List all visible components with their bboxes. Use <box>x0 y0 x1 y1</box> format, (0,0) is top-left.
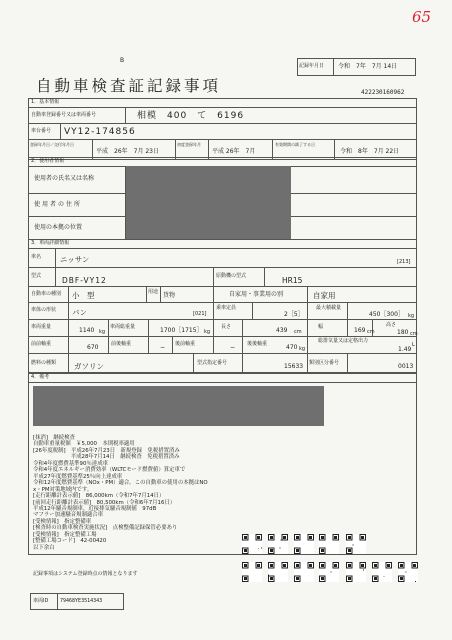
handwritten-page-number: 65 <box>412 8 432 26</box>
engine-label: 原動機の型式 <box>216 273 247 279</box>
type-label: 型式 <box>31 273 42 279</box>
qr-code <box>294 534 314 554</box>
memo-line: [受検情報] 指定整備工場 <box>33 531 97 538</box>
model-number: 15633 <box>284 363 304 370</box>
record-date-label: 記録年月日 <box>299 63 325 69</box>
qr-code <box>372 562 392 582</box>
height-label: 高さ <box>386 322 397 328</box>
notes-memo <box>33 435 208 551</box>
memo-line: 平成28年7月14日 継続検査 免税措置済み <box>33 454 180 461</box>
max-load-unit: kg <box>408 313 415 319</box>
model-no-label: 型式指定番号 <box>197 360 228 366</box>
user-address-label: 使用者の住所 <box>34 201 83 208</box>
memo-line: x・PM対策地域内です。 <box>33 486 93 493</box>
rear-axle: 470 <box>286 344 298 351</box>
vehicle-type: DBF-VY12 <box>62 276 107 285</box>
maker: ニッサン <box>60 255 90 264</box>
maker-label: 車名 <box>31 254 42 260</box>
width: 169 <box>354 327 366 334</box>
memo-line: 令和4年度燃費基準90％達成車 <box>33 460 108 467</box>
vehicle-id: 79468YE3514343 <box>60 598 103 604</box>
shape-code: [021] <box>193 311 207 317</box>
section1-heading: 1．基本情報 <box>31 99 60 105</box>
weight-label: 車両重量 <box>31 324 52 330</box>
gross-weight: 1700［1715］ <box>160 327 203 334</box>
use-label: 用途 <box>148 289 159 295</box>
expiry-label: 有効期間の満了する日 <box>275 142 315 147</box>
memo-line: [26年度税制] 平成26年7月23日 新規登録 免税措置済み <box>33 447 180 454</box>
chassis-number: VY12-174856 <box>64 127 136 137</box>
memo-line: [抹消] 継続検査 <box>33 435 75 441</box>
memo-line: 平成12年騒音規制車，近接排気騒音規制値 97dB <box>33 505 157 512</box>
page-title: 自動車検査証記録事項 <box>36 77 222 95</box>
height: 180 <box>397 329 409 336</box>
memo-line: 令和12年度燃費基準（NOx・PM）適合。この自動車の使用の本拠はNO <box>33 480 208 487</box>
qr-code <box>398 562 418 582</box>
maker-code: [213] <box>397 259 411 265</box>
max-load: 450［300］ <box>369 311 404 318</box>
displacement-unit: L <box>412 342 415 348</box>
memo-line: [走行距離計表示値] 86,000km（令和7年7月14日） <box>33 493 165 500</box>
capacity: 2［5］ <box>284 311 304 318</box>
form-marker: B <box>120 57 125 64</box>
memo-line: [前回走行距離計表示値] 80,500km（令和6年7月16日） <box>33 499 176 506</box>
memo-line: [整備工場コード] 42-00420 <box>33 538 107 545</box>
displacement: 1.49 <box>398 346 412 353</box>
memo-line: 平成27年度燃費基準25％向上達成車 <box>33 473 123 480</box>
max-load-label: 最大積載量 <box>316 305 342 311</box>
qr-code <box>319 534 339 554</box>
vehicle-use: 貨物 <box>163 292 176 299</box>
length-unit: cm <box>294 329 302 335</box>
memo-line: 自動車重量税額 ￥5,000 本則税率適用 <box>33 441 135 448</box>
memo-line: 令和4年度エネルギー消費効率（WLTCモード燃費値）算定車で <box>33 467 186 474</box>
rear-axle-label: 後後軸重 <box>247 341 268 347</box>
purpose-label: 自家用・事業用の別 <box>229 291 284 298</box>
body-shape: バン <box>72 308 87 317</box>
first-reg-label: 登録年月日／交付年月日 <box>30 142 74 147</box>
qr-code <box>294 562 314 582</box>
qr-code <box>242 534 262 554</box>
gross-label: 車両総重量 <box>110 324 136 330</box>
reg-no: 相模 400 て 6196 <box>137 111 245 121</box>
kind-label: 自動車の種別 <box>31 291 62 297</box>
front-front-axle-label: 前前軸重 <box>31 341 52 347</box>
document-number: 422230160962 <box>361 89 405 96</box>
class-number: 0013 <box>398 363 414 370</box>
weight-unit: kg <box>99 329 106 335</box>
qr-code <box>346 562 366 582</box>
memo-line: [受検情報] 指定整備車 <box>33 518 92 525</box>
memo-line: マフラー加速騒音規制適合車 <box>33 512 104 519</box>
width-unit: cm <box>367 329 375 335</box>
vehicle-kind: 小 型 <box>72 291 95 300</box>
user-base-label: 使用の本拠の位置 <box>34 224 83 231</box>
gross-unit: kg <box>204 329 211 335</box>
qr-code <box>242 562 262 582</box>
record-date: 令和 7年 7月 14日 <box>338 63 398 70</box>
section2-heading: 2．使用者情報 <box>31 158 65 164</box>
length: 439 <box>276 327 288 334</box>
first-year: 平成 26年 7月 <box>212 148 256 155</box>
length-label: 長さ <box>221 324 232 330</box>
height-unit: cm <box>410 331 418 337</box>
purpose: 自家用 <box>313 291 336 300</box>
user-name-label: 使用者の氏名又は名称 <box>34 175 95 182</box>
first-reg-date: 平成 26年 7月 23日 <box>96 148 159 155</box>
memo-line: 以下余白 <box>33 544 55 551</box>
fuel-label: 燃料の種類 <box>31 360 57 366</box>
front-front-axle: 670 <box>87 344 99 351</box>
shape-label: 車体の形状 <box>31 307 57 313</box>
rear-front-axle-label: 後前軸重 <box>175 341 196 347</box>
fuel-type: ガソリン <box>74 362 104 371</box>
qr-code <box>268 534 288 554</box>
redacted-note <box>33 386 324 426</box>
front-axle: − <box>160 344 166 351</box>
qr-code <box>268 562 288 582</box>
vehicle-weight: 1140 <box>79 327 95 334</box>
redacted-user-info <box>126 166 291 239</box>
front-axle-label: 前後軸重 <box>111 341 132 347</box>
expiry-date: 令和 8年 7月 22日 <box>340 148 400 155</box>
displacement-label: 総排気量又は定格出力 <box>318 338 369 344</box>
chassis-label: 車台番号 <box>31 128 52 134</box>
class-no-label: 類別区分番号 <box>309 360 340 366</box>
first-year-label: 初度登録年月 <box>177 142 201 147</box>
engine-type: HR15 <box>282 276 303 285</box>
footer-note: 記録事項はシステム登録時点の情報となります <box>33 571 138 577</box>
rear-axle-unit: kg <box>299 346 306 352</box>
rear-front-axle: − <box>230 344 236 351</box>
width-label: 幅 <box>318 324 324 330</box>
section4-heading: 4．備考 <box>31 374 50 380</box>
capacity-label: 乗車定員 <box>216 305 237 311</box>
section3-heading: 3．車両詳細情報 <box>31 240 70 246</box>
vehicle-id-label: 車両ID <box>33 598 49 604</box>
qr-code <box>346 534 366 554</box>
memo-line: [検査時の自動車検査実施状況] 点検整備記録保管必要あり <box>33 525 178 532</box>
qr-code <box>319 562 339 582</box>
reg-no-label: 自動車登録番号又は車両番号 <box>31 112 97 118</box>
